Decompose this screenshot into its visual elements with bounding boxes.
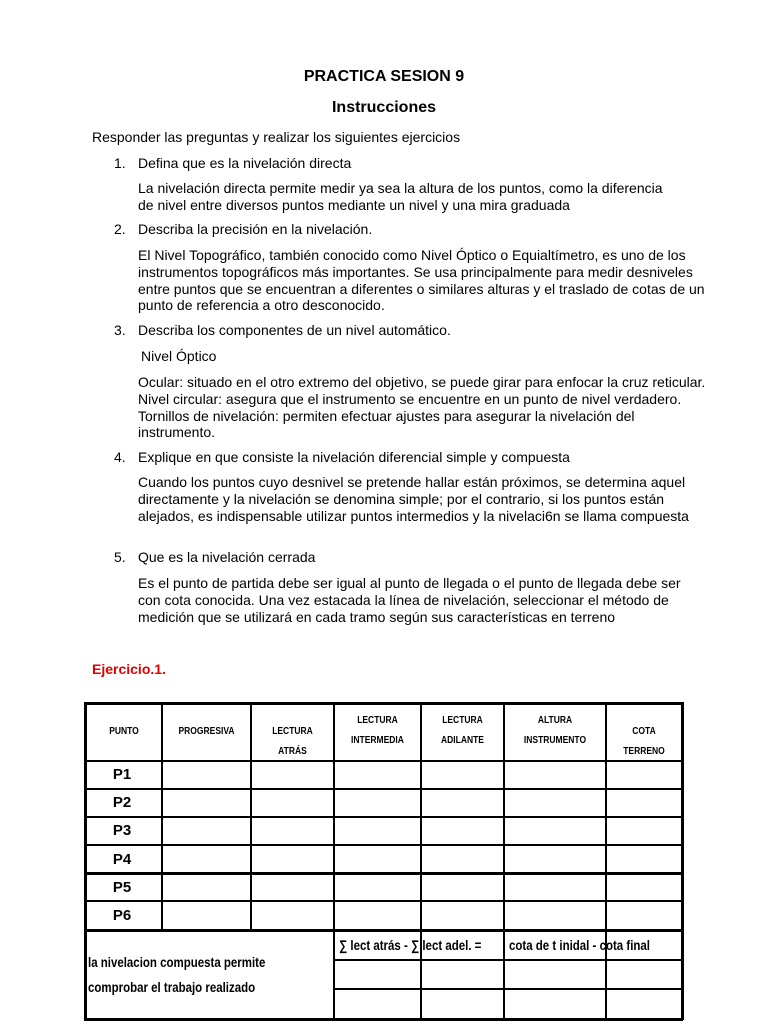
column-header: ALTURA bbox=[537, 715, 573, 726]
question-text: Describa los componentes de un nivel automático. bbox=[138, 322, 451, 338]
column-header: PROGRESIVA bbox=[178, 726, 235, 737]
column-header: LECTURA bbox=[442, 715, 483, 726]
question-number: 1. bbox=[114, 155, 126, 171]
formula-left: ∑ lect atrás - ∑ lect adel. = bbox=[339, 937, 482, 953]
page-subtitle: Instrucciones bbox=[331, 99, 437, 116]
question-text: Describa la precisión en la nivelación. bbox=[138, 221, 373, 237]
question-number: 4. bbox=[114, 449, 126, 465]
column-header: INSTRUMENTO bbox=[523, 735, 587, 746]
answer-text: Ocular: situado en el otro extremo del objetivo, se puede girar para enfocar la cruz reticular. Nivel circular: asegura que el instrumento se encuentre en un punto de nivel verdadero. Tornillos de nivelación: permiten efectuar ajustes para asegurar la nivelación del instrumento. bbox=[138, 374, 706, 441]
formula-right: cota de t inidal - cota final bbox=[509, 937, 650, 953]
question-text: Defina que es la nivelación directa bbox=[138, 155, 352, 171]
column-header: INTERMEDIA bbox=[351, 735, 404, 746]
question-number: 5. bbox=[114, 549, 126, 565]
question-text: Que es la nivelación cerrada bbox=[138, 549, 316, 565]
answer-text: La nivelación directa permite medir ya sea la altura de los puntos, como la diferencia de nivel entre diversos puntos mediante un nivel y una mira graduada bbox=[138, 180, 663, 213]
answer-subheading: Nivel Óptico bbox=[141, 348, 217, 364]
row-label: P5 bbox=[112, 879, 132, 896]
question-text: Explique en que consiste la nivelación diferencial simple y compuesta bbox=[138, 449, 570, 465]
exercise-table bbox=[84, 702, 683, 1020]
column-header: PUNTO bbox=[109, 726, 139, 737]
column-header: COTA TERRENO bbox=[623, 726, 665, 757]
answer-text: Es el punto de partida debe ser igual al punto de llegada o el punto de llegada debe ser con cota conocida. Una vez estacada la línea de nivelación, seleccionar el método de medición que se utilizará en cada tramo según sus características en terreno bbox=[138, 575, 681, 625]
footer-note-line2: comprobar el trabajo realizado bbox=[88, 979, 256, 995]
intro-text: Responder las preguntas y realizar los siguientes ejercicios bbox=[92, 129, 461, 145]
row-label: P2 bbox=[112, 794, 132, 811]
row-label: P6 bbox=[112, 907, 132, 924]
answer-text: Cuando los puntos cuyo desnivel se pretende hallar están próximos, se determina aquel directamente y la nivelación se denomina simple; por el contrario, si los puntos están alejados, es indispensable utilizar puntos intermedios y la nivelaci6n se llama compuesta bbox=[138, 474, 689, 524]
column-header: ADILANTE bbox=[441, 735, 484, 746]
question-number: 3. bbox=[114, 322, 126, 338]
exercise-label: Ejercicio.1. bbox=[92, 661, 166, 677]
column-header: LECTURA ATRÁS bbox=[272, 726, 313, 757]
answer-text: El Nivel Topográfico, también conocido como Nivel Óptico o Equialtímetro, es uno de los instrumentos topográficos más importantes. Se usa principalmente para medir desniveles entre puntos que se encuentran a diferentes o similares alturas y el traslado de cotas de un punto de referencia a otro desconocido. bbox=[138, 247, 705, 314]
column-header: LECTURA bbox=[357, 715, 398, 726]
row-label: P1 bbox=[112, 766, 132, 783]
footer-note-line1: la nivelacion compuesta permite bbox=[88, 954, 266, 970]
page-title: PRACTICA SESION 9 bbox=[303, 68, 465, 85]
question-number: 2. bbox=[114, 221, 126, 237]
row-label: P4 bbox=[112, 851, 132, 868]
row-label: P3 bbox=[112, 822, 132, 839]
